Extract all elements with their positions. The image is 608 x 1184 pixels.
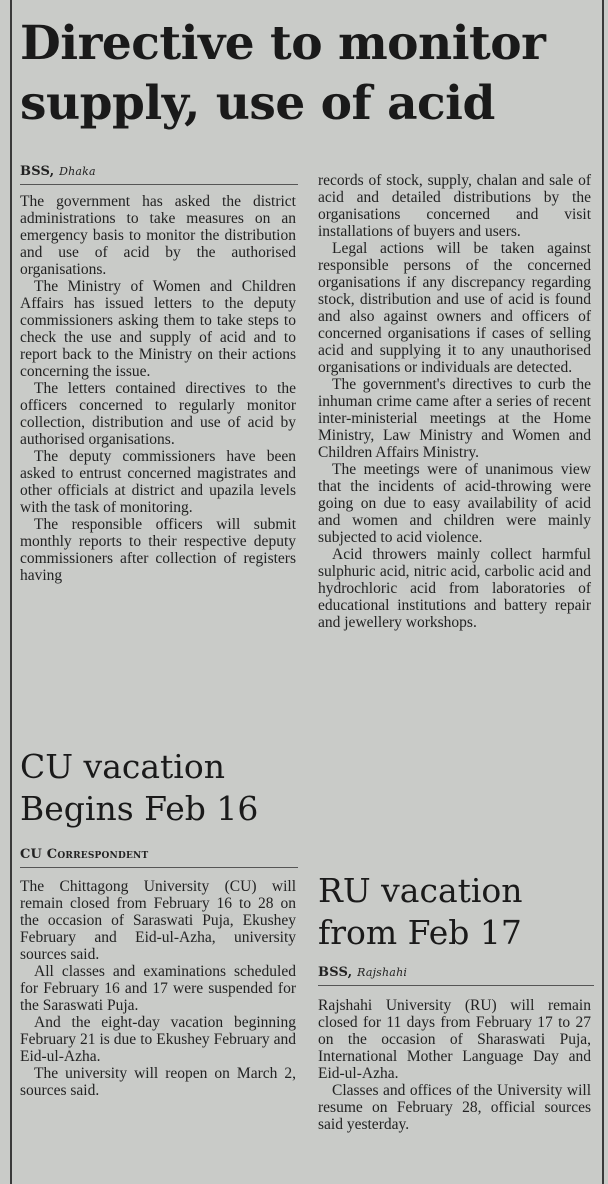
ru-story-body	[318, 997, 591, 1133]
cu-byline-rule	[20, 867, 298, 868]
main-col2-paragraph: Acid throwers mainly collect harmful sulphuric acid, nitric acid, carbolic acid and hydrochloric acid from laboratories of educational institutions and battery repair and jewellery workshops.	[318, 546, 591, 631]
main-headline-line-1: Directive to monitor	[20, 16, 546, 71]
main-col2-paragraph: The government's directives to curb the inhuman crime came after a series of recent inter-ministerial meetings at the Home Ministry, Law Ministry and Women and Children Affairs Ministry.	[318, 376, 591, 461]
main-col1-paragraph: The government has asked the district administrations to take measures on an emergency basis to monitor the distribution and use of acid by the authorised organisations.	[20, 193, 296, 278]
ru-byline-place: Rajshahi	[357, 966, 408, 979]
main-col2-paragraph: records of stock, supply, chalan and sale of acid and detailed distributions by the organisations concerned and visit installations of buyers and users.	[318, 172, 591, 240]
main-col1-paragraph: The letters contained directives to the officers concerned to regularly monitor collection, distribution and use of acid by authorised organisations.	[20, 380, 296, 448]
main-story-column-2	[318, 172, 591, 631]
main-col1-paragraph: The responsible officers will submit monthly reports to their respective deputy commissioners after collection of registers having	[20, 516, 296, 584]
cu-paragraph: The Chittagong University (CU) will remain closed from February 16 to 28 on the occasion of Saraswati Puja, Ekushey February and Eid-ul-Azha, university sources said.	[20, 878, 296, 963]
right-column-rule	[602, 0, 604, 1184]
cu-headline-line-2: Begins Feb 16	[20, 789, 259, 828]
main-headline	[20, 14, 600, 134]
cu-headline-line-1: CU vacation	[20, 747, 225, 786]
cu-story-body	[20, 878, 296, 1099]
left-column-rule	[10, 0, 12, 1184]
cu-paragraph: The university will reopen on March 2, sources said.	[20, 1065, 296, 1099]
cu-paragraph: And the eight-day vacation beginning February 21 is due to Ekushey February and Eid-ul-Azha.	[20, 1014, 296, 1065]
main-col2-paragraph: The meetings were of unanimous view that the incidents of acid-throwing were going on due to easy availability of acid and women and children were mainly subjected to acid violence.	[318, 461, 591, 546]
ru-headline	[318, 870, 598, 954]
ru-headline-line-2: from Feb 17	[318, 913, 522, 952]
main-col1-paragraph: The deputy commissioners have been asked to entrust concerned magistrates and other officials at district and upazila levels with the task of monitoring.	[20, 448, 296, 516]
ru-paragraph: Classes and offices of the University will resume on February 28, official sources said yesterday.	[318, 1082, 591, 1133]
ru-headline-line-1: RU vacation	[318, 871, 523, 910]
main-byline-rule	[20, 184, 298, 185]
ru-byline-source: BSS,	[318, 965, 353, 980]
ru-byline	[318, 965, 407, 980]
main-story-column-1	[20, 193, 296, 584]
ru-byline-rule	[318, 985, 594, 986]
main-byline-source: BSS,	[20, 164, 55, 179]
cu-headline	[20, 746, 310, 830]
main-byline	[20, 164, 96, 179]
main-byline-place: Dhaka	[59, 165, 96, 178]
main-col1-paragraph: The Ministry of Women and Children Affairs has issued letters to the deputy commissioners asking them to take steps to check the use and supply of acid and to report back to the Ministry on their actions concerning the issue.	[20, 278, 296, 380]
main-col2-paragraph: Legal actions will be taken against responsible persons of the concerned organisations if any discrepancy regarding stock, distribution and use of acid is found and also against owners and officers of concerned organisations if cases of selling acid and supplying it to any unauthorised organisations or individuals are detected.	[318, 240, 591, 376]
ru-paragraph: Rajshahi University (RU) will remain closed for 11 days from February 17 to 27 on the occasion of Sharaswati Puja, International Mother Language Day and Eid-ul-Azha.	[318, 997, 591, 1082]
cu-paragraph: All classes and examinations scheduled for February 16 and 17 were suspended for the Saraswati Puja.	[20, 963, 296, 1014]
main-headline-line-2: supply, use of acid	[20, 76, 495, 131]
cu-byline: CU Correspondent	[20, 847, 149, 862]
